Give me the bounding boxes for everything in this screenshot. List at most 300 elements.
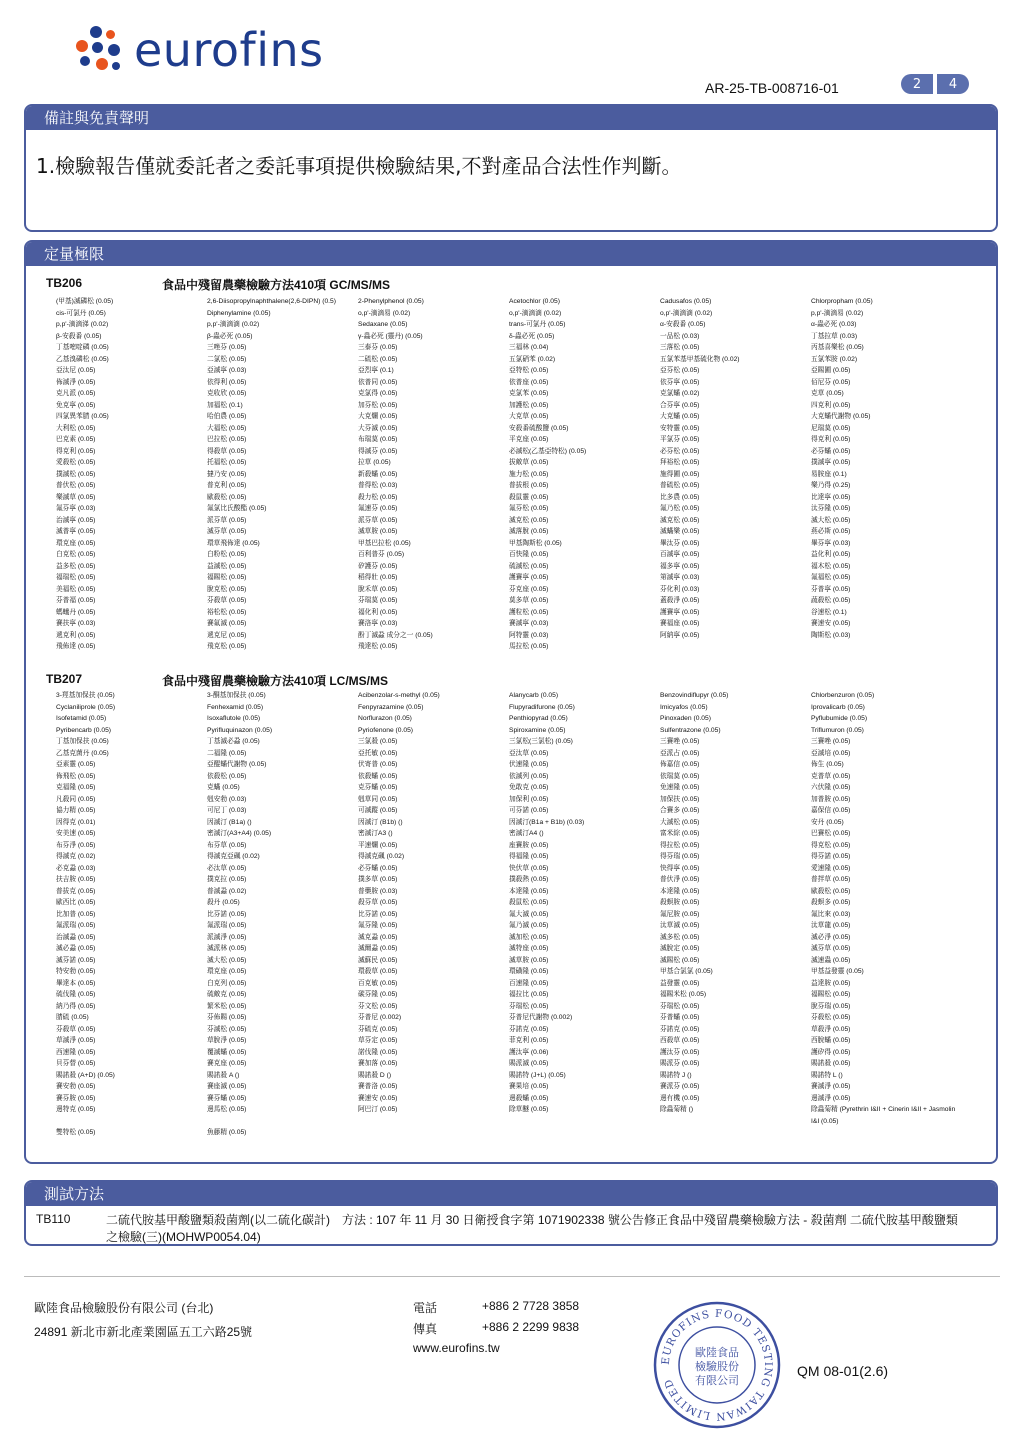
limit-entry: 賽克座 (0.05) <box>207 1060 247 1067</box>
limit-entry: 螞蟻丹 (0.05) <box>56 608 96 616</box>
limit-entry: 滅普寧 (0.05) <box>56 528 96 535</box>
limit-entry: 福多寧 (0.05) <box>660 562 700 570</box>
limit-entry: 百克敏 (0.05) <box>358 979 398 987</box>
limit-entry: 克草 (0.05) <box>811 390 844 397</box>
limit-entry: 密滅汀(A3+A4) (0.05) <box>207 830 272 837</box>
limit-entry: Pyrifluquinazon (0.05) <box>207 726 273 734</box>
limit-entry: 克蟎 (0.05) <box>207 784 240 791</box>
limit-entry: Norflurazon (0.05) <box>358 715 412 722</box>
limit-entry: 殺鼠松 (0.05) <box>509 899 549 906</box>
limit-entry: 大克草 (0.05) <box>509 413 549 420</box>
limit-entry: 賽氟滅 (0.05) <box>207 620 247 627</box>
lc-method-title: 食品中殘留農藥檢驗方法410項 LC/MS/MS <box>162 674 389 688</box>
fax-label: 傳真 <box>413 1322 438 1336</box>
limit-entry: 賜諾特 J () <box>660 1071 692 1079</box>
limit-entry: 丁基嘧啶磷 (0.05) <box>56 344 109 351</box>
limit-entry: 得滅克 (0.02) <box>56 853 96 860</box>
limit-entry: 克氯苯 (0.05) <box>509 390 549 397</box>
company-seal-stamp <box>652 1300 782 1430</box>
limit-entry: Pyriofenone (0.05) <box>358 726 414 734</box>
limit-entry: 滅派林 (0.05) <box>207 945 247 952</box>
limit-entry: 亞素靈 (0.05) <box>56 761 96 768</box>
limit-entry: 剋草同 (0.05) <box>358 795 398 803</box>
limit-entry: 歐殺松 (0.05) <box>207 493 247 501</box>
limit-entry: 丙基喜樂松 (0.05) <box>811 344 864 351</box>
limit-entry: 滅草胺 (0.05) <box>509 956 549 964</box>
limit-entry: 得滅克亞碸 (0.02) <box>207 853 260 860</box>
limit-entry: 賽福座 (0.05) <box>660 620 700 627</box>
limit-entry: 普得松 (0.03) <box>358 482 398 489</box>
limit-entry: Pinoxaden (0.05) <box>660 715 711 722</box>
limit-entry: 賜派滅 (0.05) <box>509 1060 549 1067</box>
limit-entry: 芬化利 (0.03) <box>660 585 700 593</box>
limit-entry: 陶斯松 (0.03) <box>811 631 851 639</box>
limit-entry: 必芬蟎 (0.05) <box>811 447 851 455</box>
limit-entry: 3-羥基加保扶 (0.05) <box>56 692 115 699</box>
report-id: AR-25-TB-008716-01 <box>705 80 839 96</box>
limit-entry: 賽速安 (0.05) <box>811 620 851 627</box>
limit-entry: 百滅寧 (0.05) <box>660 551 700 558</box>
limit-entry: 百利普芬 (0.05) <box>358 551 405 558</box>
limit-entry: 三落松 (0.05) <box>660 344 700 351</box>
limit-entry: Pyflubumide (0.05) <box>811 715 868 722</box>
limit-entry: 環克座 (0.05) <box>56 539 96 547</box>
gc-method-title: 食品中殘留農藥檢驗方法410項 GC/MS/MS <box>162 278 391 292</box>
limit-entry: 派滅淨 (0.05) <box>207 933 247 941</box>
limit-entry: 環草飛佈達 (0.05) <box>207 539 260 547</box>
limit-entry: 平克座 (0.05) <box>509 436 549 443</box>
limit-entry: 平速爛 (0.05) <box>358 841 398 849</box>
limit-entry: 腈硫 (0.05) <box>56 1014 89 1021</box>
limit-entry: 可滅蹤 (0.05) <box>358 807 398 814</box>
limit-entry: 亞托敏 (0.05) <box>358 749 398 757</box>
disclaimer-heading: 備註與免責聲明 <box>26 106 996 130</box>
limit-entry: 尼瑞莫 (0.05) <box>811 424 851 432</box>
limit-entry: Fenpyrazamine (0.05) <box>358 703 424 711</box>
lc-limits-grid <box>56 690 976 1139</box>
limit-entry: 賽座滅 (0.05) <box>207 1083 247 1090</box>
limit-entry: 賽芬蟎 (0.05) <box>207 1094 247 1102</box>
limit-entry: Acibenzolar-s-methyl (0.05) <box>358 692 440 699</box>
limit-entry: 蔬殺松 (0.05) <box>811 597 851 604</box>
limit-entry: 2-Phenylphenol (0.05) <box>358 298 424 305</box>
fax-number: +886 2 2299 9838 <box>482 1320 580 1334</box>
limit-entry: 大克蟎 (0.05) <box>660 413 700 420</box>
limit-entry: 大芬滅 (0.05) <box>358 424 398 432</box>
limit-entry: 佈嘉信 (0.05) <box>660 761 700 768</box>
limit-entry: 密滅汀A4 () <box>509 830 544 837</box>
limit-entry: 氟乃滅 (0.05) <box>509 922 549 929</box>
limit-entry: 克福隆 (0.05) <box>56 784 96 791</box>
limit-entry: 賽滅淨 (0.05) <box>811 1083 851 1090</box>
limit-entry: 草脫淨 (0.05) <box>207 1037 247 1044</box>
limit-entry: 比芬諾 (0.05) <box>207 910 247 918</box>
limit-entry: β-安殺番 (0.05) <box>56 332 102 340</box>
limit-entry: 邊殺蟎 (0.05) <box>509 1094 549 1102</box>
limit-entry: 環磺隆 (0.05) <box>509 968 549 975</box>
limit-entry: 密滅汀A3 () <box>358 830 393 837</box>
logo-dots-icon <box>68 20 128 80</box>
limit-entry: 愛殺松 (0.05) <box>56 459 96 466</box>
limit-entry: 巴拉松 (0.05) <box>207 436 247 443</box>
limit-entry: 馬拉松 (0.05) <box>509 643 549 650</box>
limit-entry: 益達胺 (0.05) <box>811 979 851 987</box>
limit-entry: 賽加落 (0.05) <box>358 1060 398 1067</box>
limits-section <box>24 240 998 1164</box>
limit-entry: 谷速松 (0.1) <box>811 608 847 616</box>
limit-entry: 芬殺松 (0.05) <box>811 1014 851 1021</box>
limit-entry: 依得利 (0.05) <box>207 378 247 386</box>
limit-entry: 本達隆 (0.05) <box>660 887 700 895</box>
limit-entry: 滅蘇民 (0.05) <box>358 956 398 964</box>
limit-entry: 快伏草 (0.05) <box>509 864 549 872</box>
limit-entry: 滅加松 (0.05) <box>509 933 549 941</box>
limit-entry: 普拔根 (0.05) <box>509 482 549 489</box>
limit-entry: 畢汰芬 (0.05) <box>660 539 700 547</box>
limit-entry: 殺鼠靈 (0.05) <box>509 493 549 501</box>
limit-entry: 得滅芬 (0.05) <box>358 447 398 455</box>
limit-entry: 阿巴汀 (0.05) <box>358 1106 398 1113</box>
limit-entry: 托福松 (0.05) <box>207 459 247 466</box>
limit-entry: 乙基溴磷松 (0.05) <box>56 355 109 363</box>
limit-entry: 派芬草 (0.05) <box>358 516 398 524</box>
limit-entry: 布瑞莫 (0.05) <box>358 436 398 443</box>
limit-entry: o,p'-滴滴滴 (0.02) <box>660 309 713 317</box>
limit-entry: 可尼丁 (0.03) <box>207 807 247 814</box>
limit-entry: 氟芬隆 (0.05) <box>358 922 398 929</box>
limit-entry: 巴賽松 (0.05) <box>811 830 851 837</box>
limit-entry: 依殺松 (0.05) <box>207 772 247 780</box>
limit-entry: 治滅寧 (0.05) <box>56 516 96 524</box>
limit-entry: 芬瑞莫 (0.05) <box>358 597 398 604</box>
limit-entry: 賽滅寧 (0.03) <box>509 620 549 627</box>
svg-text:檢驗股份: 檢驗股份 <box>695 1360 739 1373</box>
limit-entry: 五氯苯基甲基硫化物 (0.02) <box>660 355 740 363</box>
limit-entry: 裕松松 (0.05) <box>207 608 247 616</box>
limit-entry: 殺螟多 (0.05) <box>811 899 851 906</box>
limit-entry: 大克爛 (0.05) <box>358 413 398 420</box>
limit-entry: 賜派芬 (0.05) <box>660 1060 700 1067</box>
limit-entry: 芬文松 (0.05) <box>358 1002 398 1010</box>
limit-entry: 四氯異苯腈 (0.05) <box>56 413 109 420</box>
limit-entry: γ-蟲必死 (靈丹) (0.05) <box>358 332 423 340</box>
limit-entry: 愛速隆 (0.05) <box>811 864 851 872</box>
limit-entry: 畢達本 (0.05) <box>56 979 96 987</box>
limit-entry: 得福隆 (0.05) <box>509 853 549 860</box>
limit-entry: 芬瑞松 (0.05) <box>660 1002 700 1010</box>
limit-entry: 嘉保信 (0.05) <box>811 807 851 814</box>
limit-entry: Diphenylamine (0.05) <box>207 309 271 317</box>
limit-entry: 比達寧 (0.05) <box>811 493 851 501</box>
limit-entry: 歐殺松 (0.05) <box>811 887 851 895</box>
limit-entry: 福木松 (0.05) <box>811 562 851 570</box>
limit-entry: 三唑芬 (0.05) <box>207 344 247 351</box>
limit-entry: 賜諾殺 D () <box>358 1071 392 1079</box>
limits-heading: 定量極限 <box>26 242 996 266</box>
limit-entry: 益多松 (0.05) <box>56 562 96 570</box>
logo-text: eurofins <box>134 23 324 77</box>
limit-entry: 滅芬草 (0.05) <box>207 528 247 535</box>
limit-entry: 2,6-Diisopropylnaphthalene(2,6-DIPN) (0.5) <box>207 298 336 305</box>
limit-entry: 大福松 (0.05) <box>207 424 247 432</box>
limit-entry: 佈滅淨 (0.05) <box>56 378 96 386</box>
limit-entry: 亞汰尼 (0.05) <box>56 367 96 374</box>
limit-entry: Iprovalicarb (0.05) <box>811 703 865 711</box>
limit-entry: 得克松 (0.05) <box>811 841 851 849</box>
limit-entry: 滅克松 (0.05) <box>509 516 549 524</box>
limit-entry: 普克利 (0.05) <box>207 482 247 489</box>
limit-entry: 芬諾克 (0.05) <box>509 1025 549 1033</box>
limit-entry: 亞賜圃 (0.05) <box>811 367 851 374</box>
limit-entry: 汰芬隆 (0.05) <box>811 505 851 512</box>
limit-entry: 西殺草 (0.05) <box>660 1037 700 1044</box>
page-indicator <box>901 74 969 94</box>
limit-entry: 硫滅松 (0.05) <box>509 562 549 570</box>
svg-text:有限公司: 有限公司 <box>695 1374 739 1387</box>
company-name: 歐陸食品檢驗股份有限公司 (台北) <box>34 1301 214 1315</box>
limit-entry: 殺丹 (0.05) <box>207 899 240 906</box>
limit-entry: 氟氯比氏酸酯 (0.05) <box>207 505 267 512</box>
limit-entry: 安殺番硫酸鹽 (0.05) <box>509 424 569 432</box>
limit-entry: 菲克利 (0.05) <box>509 1037 549 1044</box>
limit-entry: 剋安勃 (0.03) <box>207 795 247 803</box>
limit-entry: 安丹 (0.05) <box>811 818 844 826</box>
limit-entry: p,p'-滴滴易 (0.02) <box>811 309 864 317</box>
limit-entry: 得克利 (0.05) <box>56 447 96 455</box>
limit-entry: 邊特克 (0.05) <box>56 1106 96 1113</box>
limit-entry: 合芬寧 (0.05) <box>660 401 700 409</box>
limit-entry: 普伏松 (0.05) <box>56 482 96 489</box>
limit-entry: 必汰草 (0.05) <box>207 864 247 872</box>
limit-entry: 加保利 (0.05) <box>509 795 549 803</box>
limit-entry: 得殺草 (0.05) <box>207 447 247 455</box>
limit-entry: 必克蝨 (0.03) <box>56 864 96 872</box>
limit-entry: trans-可氯丹 (0.05) <box>509 321 566 328</box>
limit-entry: 安特靈 (0.05) <box>660 424 700 432</box>
limit-entry: 氟比來 (0.03) <box>811 910 851 918</box>
limit-entry: Fenhexamid (0.05) <box>207 703 264 711</box>
limit-entry: 依芬寧 (0.05) <box>660 378 700 386</box>
limit-entry: 易胺座 (0.1) <box>811 470 847 478</box>
limit-entry: 因滅汀(B1a + B1b) (0.03) <box>509 818 585 826</box>
limit-entry: 亞汰草 (0.05) <box>509 749 549 757</box>
limit-entry: 覆滅蟎 (0.05) <box>207 1048 247 1056</box>
limit-entry: 福賜米松 (0.05) <box>660 991 707 998</box>
limit-entry: 氟大滅 (0.05) <box>509 910 549 918</box>
limit-entry: 得滅克碸 (0.02) <box>358 853 405 860</box>
method-text: 二硫代胺基甲酸鹽類殺菌劑(以二硫化碳計) 方法 : 107 年 11 月 30 日衛授食字第 1071902338 號公告修正食品中殘留農藥檢驗方法 - 殺菌劑 二硫代胺基甲酸鹽類之檢驗(三)(MOHWP0054.04) <box>106 1213 958 1244</box>
limit-entry: 護汰芬 (0.05) <box>660 1048 700 1056</box>
limit-entry: 克氯得 (0.05) <box>358 390 398 397</box>
limit-entry: 百快隆 (0.05) <box>509 551 549 558</box>
limit-entry: 本達隆 (0.05) <box>509 887 549 895</box>
limit-entry: 酚丁滅蝨 成分之一 (0.05) <box>358 631 433 639</box>
limit-entry: 富米綜 (0.05) <box>660 830 700 837</box>
method-section <box>24 1180 998 1246</box>
limit-entry: 滅大松 (0.05) <box>811 516 851 524</box>
limit-entry: 依殺蟎 (0.05) <box>358 772 398 780</box>
limit-entry: 除草醚 (0.05) <box>509 1106 549 1113</box>
limit-entry: 丁基拉草 (0.03) <box>811 332 858 340</box>
limit-entry: 治滅蝨 (0.05) <box>56 933 96 941</box>
limit-entry: 六伏隆 (0.05) <box>811 784 851 791</box>
current-page-badge: 2 <box>901 74 933 94</box>
limit-entry: 亞特松 (0.05) <box>509 367 549 374</box>
limit-entry: 依滅列 (0.05) <box>509 772 549 780</box>
limit-entry: 汰草滅 (0.05) <box>660 922 700 929</box>
limit-entry: 飛佈達 (0.05) <box>56 643 96 650</box>
total-pages-badge: 4 <box>937 74 969 94</box>
limit-entry: 繁米松 (0.05) <box>207 1002 247 1010</box>
limit-entry: 特安勃 (0.05) <box>56 968 96 975</box>
limit-entry: Imicyafos (0.05) <box>660 703 708 711</box>
limit-entry: 撲克拉 (0.05) <box>207 876 247 883</box>
limit-entry: 氟乃松 (0.05) <box>660 505 700 512</box>
limit-entry: 滅落脫 (0.05) <box>509 528 549 535</box>
limit-entry: 加保扶 (0.05) <box>660 795 700 803</box>
limit-entry: 美福松 (0.05) <box>56 585 96 593</box>
limit-entry: 飛達松 (0.05) <box>358 643 398 650</box>
limit-entry: 芬普寧 (0.05) <box>811 585 851 593</box>
limit-entry: 阿納寧 (0.05) <box>660 631 700 639</box>
disclaimer-text: 1.檢驗報告僅就委託者之委託事項提供檢驗結果,不對產品合法性作判斷。 <box>36 154 682 178</box>
limit-entry: 氟福松 (0.05) <box>811 574 851 581</box>
limit-entry: 益發靈 (0.05) <box>660 979 700 987</box>
limit-entry: 殺芬草 (0.05) <box>358 899 398 906</box>
limit-entry: 撲滅寧 (0.05) <box>811 459 851 466</box>
limit-entry: 亞派占 (0.05) <box>660 749 700 757</box>
limit-entry: 碳芬隆 (0.05) <box>358 991 398 998</box>
limit-entry: 普拌草 (0.05) <box>811 876 851 883</box>
limit-entry: 甲基合氯氯 (0.05) <box>660 968 713 975</box>
limit-entry: 滅必蝨 (0.05) <box>56 945 96 952</box>
limit-entry: 滅蟎樂 (0.05) <box>660 528 700 535</box>
limit-entry: Alanycarb (0.05) <box>509 692 559 699</box>
limit-entry: 賜諾殺 A () <box>207 1071 240 1079</box>
limit-entry: 平氯芬 (0.05) <box>660 436 700 443</box>
limit-entry: 魚藤精 (0.05) <box>207 1129 247 1136</box>
limit-entry: 依普同 (0.05) <box>358 378 398 386</box>
limit-entry: 滅必淨 (0.05) <box>811 933 851 941</box>
limit-entry: 亞醌蟎代謝物 (0.05) <box>207 761 267 768</box>
limit-entry: 3-酮基加保扶 (0.05) <box>207 692 266 699</box>
limit-entry: 畢芬寧 (0.03) <box>811 539 851 547</box>
limit-entry: 凡殺同 (0.05) <box>56 795 96 803</box>
limit-entry: 阿特靈 (0.03) <box>509 631 549 639</box>
limit-entry: 撲多草 (0.05) <box>358 876 398 883</box>
limit-entry: 環克座 (0.05) <box>207 968 247 975</box>
limit-entry: 滅爾蝨 (0.05) <box>358 945 398 952</box>
lc-method-code: TB207 <box>46 672 83 686</box>
limit-entry: cis-可氯丹 (0.05) <box>56 309 106 317</box>
limit-entry: 滅芬諾 (0.05) <box>56 956 96 964</box>
limit-entry: 亞芬松 (0.05) <box>660 367 700 374</box>
limit-entry: 一品松 (0.03) <box>660 332 700 340</box>
limit-entry: 佰尼芬 (0.05) <box>811 378 851 386</box>
limit-entry: α-蟲必死 (0.03) <box>811 321 857 328</box>
limit-entry: 亞烈寧 (0.1) <box>358 367 394 374</box>
limit-entry: 佈生 (0.05) <box>811 761 844 768</box>
limit-entry: 賽洛寧 (0.03) <box>358 620 398 627</box>
limit-entry: 白克松 (0.05) <box>56 551 96 558</box>
limit-entry: 甲基陶斯松 (0.05) <box>509 539 562 547</box>
limit-entry: 合賽多 (0.05) <box>660 807 700 814</box>
limit-entry: 芬普尼 (0.002) <box>358 1014 402 1021</box>
limit-entry: 加護松 (0.05) <box>509 401 549 409</box>
limit-entry: 西速隆 (0.05) <box>56 1048 96 1056</box>
limit-entry: 飛克松 (0.05) <box>207 643 247 650</box>
form-code: QM 08-01(2.6) <box>797 1363 889 1379</box>
limit-entry: 滅多松 (0.05) <box>660 933 700 941</box>
limit-entry: 邊馬松 (0.05) <box>207 1106 247 1113</box>
limit-entry: 滅速蟲 (0.05) <box>811 956 851 964</box>
phone-number: +886 2 7728 3858 <box>482 1299 580 1313</box>
limit-entry: 安美速 (0.05) <box>56 830 96 837</box>
method-code: TB110 <box>36 1212 71 1226</box>
limit-entry: 莫多草 (0.05) <box>509 597 549 604</box>
limit-entry: 草芬定 (0.05) <box>358 1037 398 1044</box>
limit-entry: 環殺草 (0.05) <box>358 968 398 975</box>
limit-entry: 賜諾殺 (0.05) <box>811 1060 851 1067</box>
limit-entry: 丁基滅必蝨 (0.05) <box>207 738 260 745</box>
website-link[interactable]: www.eurofins.tw <box>413 1341 500 1355</box>
limit-entry: 益滅松 (0.05) <box>207 562 247 570</box>
limit-entry: 殺力松 (0.05) <box>358 493 398 501</box>
limit-entry: 賽派芬 (0.05) <box>660 1083 700 1090</box>
limit-entry: 賜諾殺 (A+D) (0.05) <box>56 1071 115 1079</box>
limit-entry: 因滅汀 (B1a) () <box>207 818 252 826</box>
limit-entry: 矽護芬 (0.05) <box>358 562 398 570</box>
limit-entry: (甲基)滅磷松 (0.05) <box>56 298 114 305</box>
limit-entry: 克芬蟎 (0.05) <box>358 784 398 791</box>
footer-divider <box>24 1276 1000 1277</box>
limit-entry: 加普胺 (0.05) <box>811 795 851 803</box>
limit-entry: 哈伯農 (0.05) <box>207 413 247 420</box>
limit-entry: 福賜松 (0.05) <box>207 574 247 581</box>
limit-entry: 四克利 (0.05) <box>811 401 851 409</box>
limit-entry: 護矽得 (0.05) <box>811 1048 851 1056</box>
limit-entry: 必芬蟎 (0.05) <box>358 864 398 872</box>
limit-entry: 滅芬草 (0.05) <box>811 945 851 952</box>
limit-entry: 草殺淨 (0.05) <box>811 1025 851 1033</box>
eurofins-logo <box>68 20 324 80</box>
limit-entry: Spiroxamine (0.05) <box>509 726 566 734</box>
limit-entry: 亞滅寧 (0.03) <box>207 367 247 374</box>
limit-entry: Acetochlor (0.05) <box>509 298 560 305</box>
limit-entry: 賽速安 (0.05) <box>358 1094 398 1102</box>
limit-entry: 三福林 (0.04) <box>509 344 549 351</box>
limit-entry: 拔敵草 (0.05) <box>509 459 549 466</box>
limit-entry: 賽安勃 (0.05) <box>56 1083 96 1090</box>
disclaimer-section <box>24 104 998 232</box>
limit-entry: 滅克蝨 (0.05) <box>358 933 398 941</box>
limit-entry: 脫禾草 (0.05) <box>358 585 398 593</box>
limit-entry: 汰草龍 (0.05) <box>811 922 851 929</box>
limit-entry: 得克利 (0.05) <box>811 436 851 443</box>
limit-entry: 氟芬松 (0.05) <box>509 505 549 512</box>
limit-entry: 滅脫定 (0.05) <box>660 945 700 952</box>
limit-entry: β-蟲必死 (0.05) <box>207 332 253 340</box>
limit-entry: 滅草胺 (0.05) <box>358 528 398 535</box>
limit-entry: 芬普福 (0.05) <box>56 597 96 604</box>
limit-entry: 布芬淨 (0.05) <box>56 841 96 849</box>
limit-entry: 芬瑞松 (0.05) <box>509 1002 549 1010</box>
limit-entry: Isofetamid (0.05) <box>56 715 107 722</box>
limit-entry: 護汰寧 (0.06) <box>509 1048 549 1056</box>
limit-entry: 邊滅淨 (0.05) <box>811 1094 851 1102</box>
limit-entry: 福化利 (0.05) <box>358 608 398 616</box>
limit-entry: 芬滅松 (0.05) <box>207 1025 247 1033</box>
